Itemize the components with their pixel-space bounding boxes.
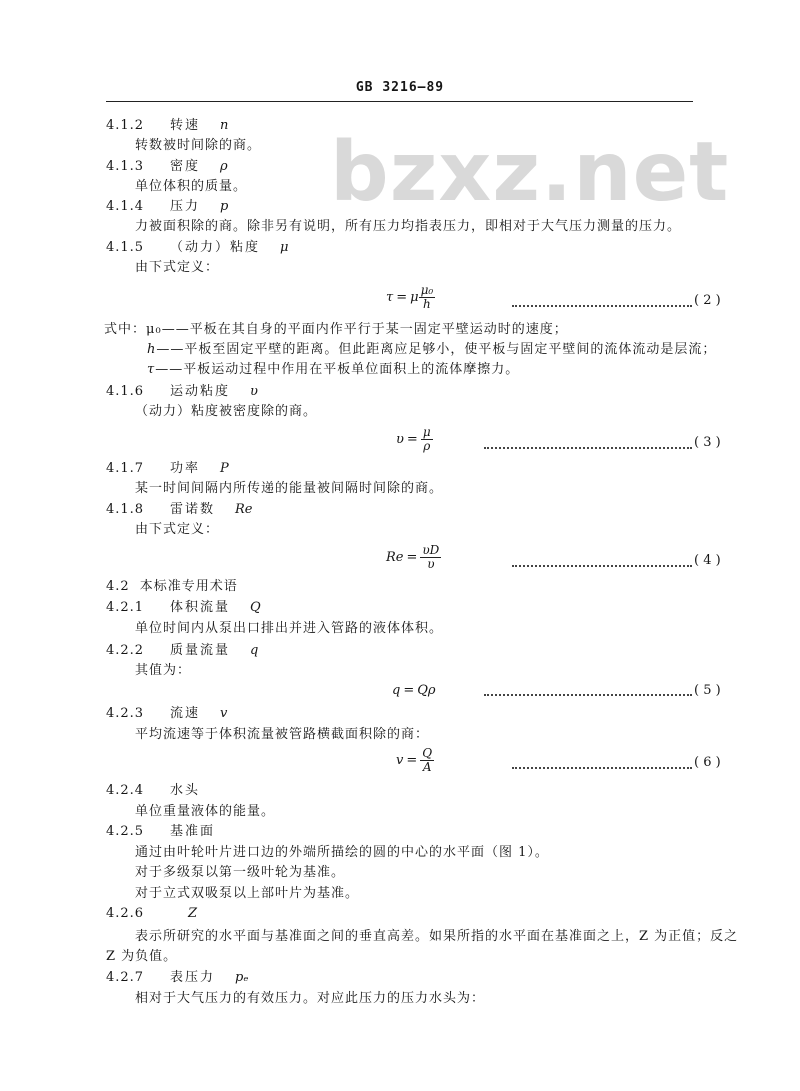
- clause-4-2-3-heading: [106, 706, 227, 722]
- clause-4-2-2-text: 其值为：: [135, 663, 192, 678]
- fraction-denominator: A: [422, 760, 432, 774]
- equation-fraction: [420, 747, 434, 774]
- clause-title: 体积流量: [170, 600, 231, 615]
- fraction-denominator: ρ: [423, 439, 431, 453]
- clause-symbol: n: [220, 118, 229, 133]
- equals-sign: =: [406, 550, 418, 565]
- clause-4-2-6-line-1: 表示所研究的水平面与基准面之间的垂直高差。如果所指的水平面在基准面之上，Z 为正值；反之: [135, 929, 739, 944]
- clause-title: 密度: [170, 159, 201, 174]
- clause-symbol: Z: [188, 906, 198, 921]
- header-rule: [106, 101, 693, 102]
- clause-4-1-7-heading: [106, 461, 229, 477]
- where-item-2: [147, 342, 716, 358]
- equation-rhs: Qρ: [417, 683, 436, 698]
- equation-number: ( 6 ): [694, 755, 721, 770]
- equation-fraction: [421, 426, 433, 453]
- equation-2: [386, 284, 435, 311]
- clause-number: 4.1.7: [106, 461, 145, 476]
- clause-4-1-5-heading: [106, 240, 288, 256]
- equals-sign: =: [406, 432, 418, 447]
- where-item-3: [147, 362, 519, 378]
- clause-symbol: Re: [235, 502, 253, 517]
- clause-4-2-6-heading: [106, 906, 197, 922]
- clause-4-2-2-heading: [106, 643, 258, 659]
- clause-4-2-4-heading: [106, 783, 200, 799]
- section-4-2-heading: [106, 579, 238, 595]
- equation-3: [396, 426, 433, 453]
- leader-dots: [484, 693, 692, 696]
- clause-symbol: Q: [250, 600, 261, 615]
- where-text: ——平板在其自身的平面内作平行于某一固定平壁运动时的速度；: [161, 322, 568, 337]
- clause-symbol: p: [220, 199, 229, 214]
- where-item-1: [104, 322, 568, 338]
- equation-fraction: [419, 284, 436, 311]
- where-label: 式中：: [104, 322, 147, 337]
- clause-4-2-5-line-3: 对于立式双吸泵以上部叶片为基准。: [135, 886, 360, 901]
- page-header: GB 3216—89: [355, 80, 445, 95]
- clause-title: 转速: [170, 118, 201, 133]
- equation-4: [386, 544, 441, 571]
- clause-4-1-6-heading: [106, 384, 258, 400]
- clause-4-1-7-text: 某一时间间隔内所传递的能量被间隔时间除的商。: [135, 481, 444, 496]
- clause-title: 功率: [170, 461, 201, 476]
- clause-number: 4.2.4: [106, 783, 145, 798]
- equation-lhs: v: [396, 753, 404, 768]
- equals-sign: =: [396, 290, 408, 305]
- clause-title: 表压力: [170, 970, 216, 985]
- clause-symbol: P: [220, 461, 229, 476]
- clause-number: 4.2.6: [106, 906, 145, 921]
- equation-number: ( 4 ): [694, 553, 721, 568]
- clause-number: 4.1.2: [106, 118, 145, 133]
- clause-4-1-3-heading: [106, 159, 228, 175]
- clause-symbol: q: [250, 643, 259, 658]
- clause-4-2-7-text: 相对于大气压力的有效压力。对应此压力的压力水头为：: [135, 991, 486, 1006]
- clause-number: 4.2.3: [106, 706, 145, 721]
- clause-4-1-3-text: 单位体积的质量。: [135, 179, 248, 194]
- clause-number: 4.2.7: [106, 970, 145, 985]
- equation-fraction: [420, 544, 441, 571]
- fraction-numerator: υD: [422, 543, 440, 557]
- clause-title: （动力）粘度: [170, 240, 261, 255]
- clause-number: 4.1.8: [106, 502, 145, 517]
- clause-symbol: ρ: [220, 159, 228, 174]
- leader-dots: [512, 766, 692, 769]
- equation-lhs: τ: [386, 290, 394, 305]
- leader-dots: [512, 304, 692, 307]
- clause-4-2-7-heading: [106, 970, 248, 986]
- clause-4-1-4-text: 力被面积除的商。除非另有说明，所有压力均指表压力，即相对于大气压力测量的压力。: [135, 219, 682, 234]
- clause-4-2-5-line-2: 对于多级泵以第一级叶轮为基准。: [135, 865, 346, 880]
- leader-dots: [484, 446, 692, 449]
- clause-symbol: pₑ: [235, 970, 249, 985]
- clause-4-1-2-heading: [106, 118, 228, 134]
- where-symbol: τ: [147, 362, 156, 377]
- leader-dots: [512, 564, 692, 567]
- where-text: ——平板至固定平壁的距离。但此距离应足够小，使平板与固定平壁间的流体流动是层流；: [156, 342, 717, 357]
- clause-4-2-5-heading: [106, 824, 215, 840]
- clause-number: 4.1.4: [106, 199, 145, 214]
- equation-coefficient: μ: [410, 290, 419, 305]
- watermark: bzxz.net: [330, 125, 730, 220]
- equals-sign: =: [403, 683, 415, 698]
- clause-number: 4.2.5: [106, 824, 145, 839]
- clause-title: 基准面: [170, 824, 216, 839]
- equation-5: [392, 683, 436, 698]
- fraction-denominator: h: [423, 297, 431, 311]
- where-text: ——平板运动过程中作用在平板单位面积上的流体摩擦力。: [155, 362, 520, 377]
- clause-4-1-5-text: 由下式定义：: [135, 260, 220, 275]
- clause-4-1-4-heading: [106, 199, 228, 215]
- clause-4-2-1-text: 单位时间内从泵出口排出并进入管路的液体体积。: [135, 621, 444, 636]
- where-symbol: h: [147, 342, 157, 357]
- equation-number: ( 3 ): [694, 435, 721, 450]
- clause-4-2-6-line-2: Z 为负值。: [106, 949, 178, 964]
- clause-4-2-5-line-1: 通过由叶轮叶片进口边的外端所描绘的圆的中心的水平面（图 1）。: [135, 845, 549, 860]
- clause-symbol: v: [220, 706, 228, 721]
- fraction-numerator: μ: [422, 425, 431, 439]
- fraction-denominator: υ: [427, 557, 435, 571]
- equation-lhs: Re: [386, 550, 404, 565]
- clause-title: 质量流量: [170, 643, 231, 658]
- section-number: 4.2: [106, 579, 130, 594]
- clause-title: 压力: [170, 199, 201, 214]
- clause-number: 4.2.1: [106, 600, 145, 615]
- clause-title: 运动粘度: [170, 384, 231, 399]
- clause-number: 4.1.3: [106, 159, 145, 174]
- clause-4-2-3-text: 平均流速等于体积流量被管路横截面积除的商：: [135, 727, 430, 742]
- clause-4-2-1-heading: [106, 600, 261, 616]
- equals-sign: =: [406, 753, 418, 768]
- section-title: 本标准专用术语: [139, 579, 238, 594]
- fraction-numerator: Q: [422, 746, 433, 760]
- clause-4-1-6-text: （动力）粘度被密度除的商。: [135, 404, 318, 419]
- clause-number: 4.2.2: [106, 643, 145, 658]
- equation-number: ( 5 ): [694, 683, 721, 698]
- clause-4-1-8-text: 由下式定义：: [135, 522, 220, 537]
- clause-number: 4.1.6: [106, 384, 145, 399]
- clause-4-1-2-text: 转数被时间除的商。: [135, 138, 262, 153]
- clause-symbol: υ: [250, 384, 258, 399]
- equation-6: [396, 747, 434, 774]
- where-symbol: μ₀: [146, 322, 162, 337]
- fraction-numerator: μ₀: [420, 283, 434, 297]
- clause-title: 流速: [170, 706, 201, 721]
- clause-4-1-8-heading: [106, 502, 253, 518]
- equation-lhs: υ: [396, 432, 404, 447]
- clause-title: 雷诺数: [170, 502, 216, 517]
- equation-number: ( 2 ): [694, 293, 721, 308]
- clause-title: 水头: [170, 783, 201, 798]
- clause-4-2-4-text: 单位重量液体的能量。: [135, 804, 276, 819]
- equation-lhs: q: [392, 683, 401, 698]
- clause-symbol: μ: [280, 240, 289, 255]
- clause-number: 4.1.5: [106, 240, 145, 255]
